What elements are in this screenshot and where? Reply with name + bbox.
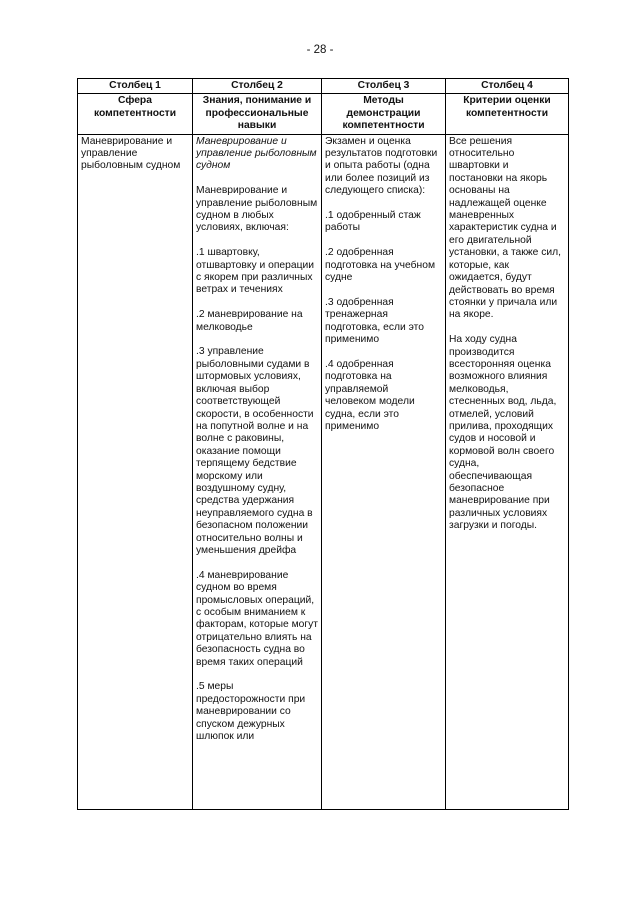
knowledge-cell xyxy=(193,134,322,809)
knowledge-italic-title: Маневрирование и управление рыболовным судном xyxy=(196,135,317,172)
knowledge-item-1: .1 швартовку, отшвартовку и операции с якорем при различных ветрах и течениях xyxy=(196,247,314,296)
column-2-number: Столбец 2 xyxy=(193,79,322,94)
column-2-title: Знания, понимание и профессиональные навыки xyxy=(193,94,322,134)
knowledge-item-5: .5 меры предосторожности при маневрировании со спуском дежурных шлюпок или xyxy=(196,681,306,743)
knowledge-item-4: .4 маневрирование судном во время промысловых операций, с особым вниманием к факторам, которые могут отрицательно влиять на безопасность судна во время таких операций xyxy=(196,569,318,668)
column-1-number: Столбец 1 xyxy=(78,79,193,94)
methods-intro: Экзамен и оценка результатов подготовки и опыта работы (одна или более позиций из следующего списка): xyxy=(325,135,438,197)
knowledge-intro: Маневрирование и управление рыболовным судном в любых условиях, включая: xyxy=(196,185,318,234)
competence-table xyxy=(77,78,569,810)
methods-item-2: .2 одобренная подготовка на учебном судне xyxy=(325,247,436,284)
knowledge-item-3: .3 управление рыболовными судами в штормовых условиях, включая выбор соответствующей скорости, в особенности на попутной волне и на волне с раковины, оказание помощи терпящему бедствие морскому или воздушному судну, средства удержания неуправляемого судна в безопасном положении относительно волны и уменьшения дрейфа xyxy=(196,346,314,556)
column-number-row xyxy=(78,79,569,94)
column-1-title: Сфера компетентности xyxy=(78,94,193,134)
criteria-paragraph-1: Все решения относительно швартовки и постановки на якорь основаны на надлежащей оценке маневренных характеристик судна и его двигательной установки, а также сил, которые, как ожидается, будут действовать во время стоянки у причала или на якоре. xyxy=(449,135,562,321)
column-4-number: Столбец 4 xyxy=(446,79,569,94)
methods-item-1: .1 одобренный стаж работы xyxy=(325,210,421,234)
criteria-cell xyxy=(446,134,569,809)
page-number: - 28 - xyxy=(306,44,334,56)
methods-item-3: .3 одобренная тренажерная подготовка, если это применимо xyxy=(325,296,424,346)
methods-cell xyxy=(322,134,446,809)
competence-cell xyxy=(78,134,193,809)
column-3-number: Столбец 3 xyxy=(322,79,446,94)
methods-item-4: .4 одобренная подготовка на управляемой человеком модели судна, если это применимо xyxy=(325,358,415,432)
competence-text: Маневрирование и управление рыболовным судном xyxy=(81,135,181,172)
column-3-title: Методы демонстрации компетентности xyxy=(322,94,446,134)
criteria-paragraph-2: На ходу судна производится всесторонняя оценка возможного влияния мелководья, стесненных вод, льда, отмелей, условий прилива, проходящих судов и носовой и кормовой волн своего судна, обеспечивающая безопасное маневрирование при различных условиях загрузки и погоды. xyxy=(449,334,557,532)
table-row xyxy=(78,134,569,809)
column-4-title: Критерии оценки компетентности xyxy=(446,94,569,134)
column-title-row xyxy=(78,94,569,134)
knowledge-item-2: .2 маневрирование на мелководье xyxy=(196,309,303,333)
